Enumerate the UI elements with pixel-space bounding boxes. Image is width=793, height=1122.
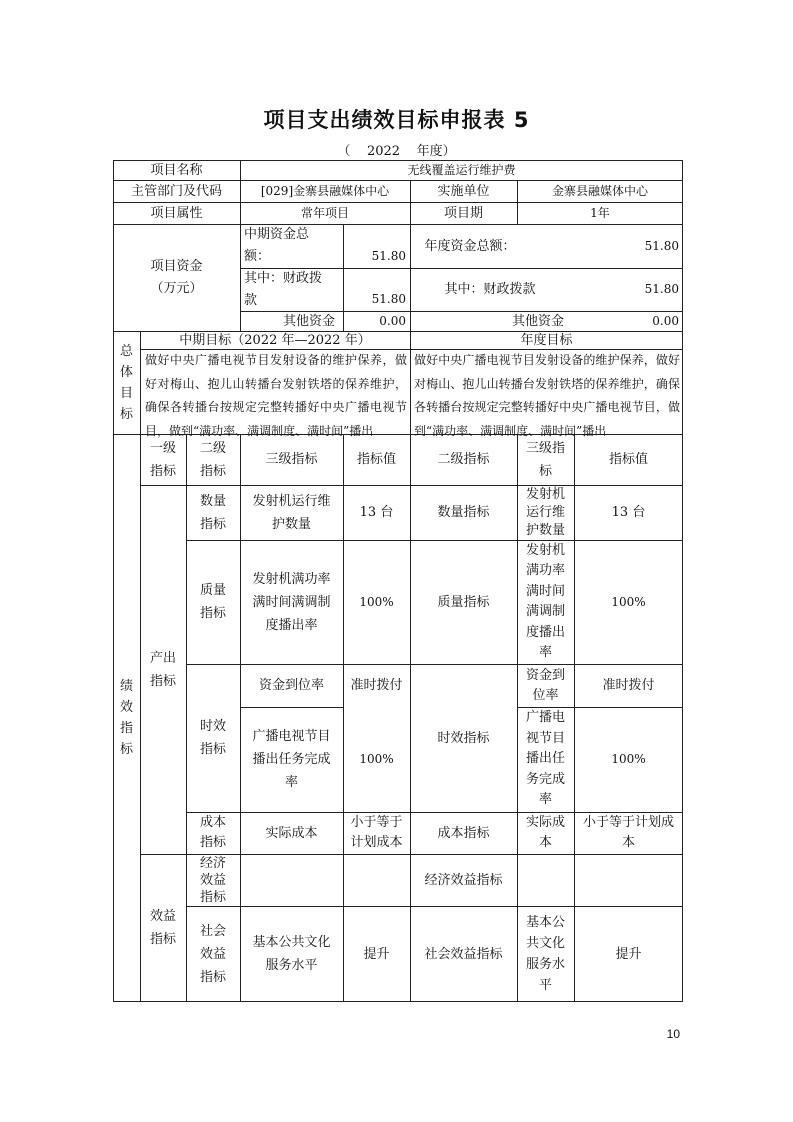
- mid-total-value: 51.80: [371, 248, 406, 263]
- cost-right-level2: 成本指标: [437, 825, 490, 841]
- indicators-label: 绩 效 指 标: [119, 679, 133, 757]
- year-total-value: 51.80: [644, 238, 679, 253]
- header-right-level2: 二级指标: [437, 452, 490, 467]
- cost-right-value: 小于等于计划成 本: [582, 815, 674, 850]
- soc-right-level3: 基本公 共文化 服务水 平: [525, 915, 565, 993]
- benefit-indicator-label: 效益 指标: [149, 909, 176, 947]
- soc-level3: 基本公共文化 服务水平: [252, 935, 331, 973]
- year-other-value: 0.00: [652, 313, 679, 328]
- mid-other-value: 0.00: [379, 313, 406, 328]
- qual-right-level2: 质量指标: [437, 594, 490, 610]
- funds-label: 项目资金 （万元）: [150, 258, 203, 296]
- time2-value: 100%: [359, 752, 394, 766]
- page-number: 10: [666, 1027, 680, 1041]
- year-fiscal-label: 其中：财政拨款: [444, 282, 536, 297]
- time2-right-level3: 广播电 视节目 播出任 务完成 率: [525, 710, 565, 808]
- mid-total-label: 中期资金总 额：: [244, 227, 310, 264]
- time1-level3: 资金到位率: [258, 678, 324, 693]
- econ-level2: 经济 效益 指标: [199, 855, 226, 905]
- header-level2: 二级 指标: [199, 440, 226, 479]
- impl-label: 实施单位: [437, 183, 490, 199]
- cost-level3: 实际成本: [265, 825, 318, 841]
- year-goal-text: 做好中央广播电视节目发射设备的维护保养，做好对梅山、抱儿山转播台发射铁塔的保养维护，确保各转播台按规定完整转播好中央广播电视节目，做到“满功率、满调制度、满时间”播出: [414, 353, 680, 438]
- cost-value: 小于等于 计划成本: [350, 815, 403, 850]
- year-fiscal-value: 51.80: [644, 282, 679, 296]
- qual-level3: 发射机满功率 满时间满调制 度播出率: [252, 571, 331, 633]
- period-value: 1年: [590, 205, 610, 220]
- project-name-value: 无线覆盖运行维护费: [407, 162, 516, 177]
- form-title: 项目支出绩效目标申报表 5: [263, 108, 530, 132]
- year-goal-header: 年度目标: [520, 332, 573, 348]
- qual-value: 100%: [359, 594, 394, 609]
- qty-right-level2: 数量指标: [437, 505, 490, 520]
- attr-label: 项目属性: [150, 205, 203, 221]
- econ-right-level2: 经济效益指标: [424, 872, 503, 888]
- cost-level2: 成本 指标: [199, 815, 226, 850]
- period-label: 项目期: [443, 205, 483, 221]
- dept-label: 主管部门及代码: [130, 183, 222, 199]
- time2-right-value: 100%: [611, 752, 646, 766]
- qty-level3: 发射机运行维 护数量: [252, 493, 331, 532]
- dept-value: [029]金寨县融媒体中心: [260, 183, 390, 198]
- year-line: （ 2022 年度）: [337, 144, 456, 159]
- mid-other-label: 其他资金: [282, 313, 335, 329]
- time1-right-level3: 资金到 位率: [525, 667, 565, 703]
- impl-value: 金寨县融媒体中心: [551, 183, 648, 198]
- qty-level2: 数量 指标: [199, 493, 226, 532]
- header-right-value: 指标值: [608, 452, 648, 467]
- header-value: 指标值: [356, 452, 396, 467]
- time1-right-value: 准时拨付: [602, 678, 655, 693]
- performance-target-table: [113, 160, 683, 1002]
- header-level3: 三级指标: [265, 452, 318, 467]
- soc-right-value: 提升: [615, 946, 642, 962]
- qual-level2: 质量 指标: [199, 583, 226, 621]
- mid-fiscal-value: 51.80: [371, 291, 406, 306]
- mid-goal-header: 中期目标（2022 年—2022 年）: [179, 332, 371, 348]
- output-indicator-label: 产出 指标: [149, 650, 176, 689]
- qual-right-value: 100%: [611, 594, 646, 609]
- mid-fiscal-label: 其中：财政拨 款: [244, 270, 323, 308]
- time2-level3: 广播电视节目 播出任务完成 率: [252, 729, 331, 790]
- header-right-level3: 三级指 标: [525, 440, 565, 479]
- qty-right-value: 13 台: [611, 505, 646, 520]
- year-total-label: 年度资金总额：: [424, 238, 516, 254]
- mid-goal-text: 做好中央广播电视节目发射设备的维护保养，做好对梅山、抱儿山转播台发射铁塔的保养维护，确保各转播台按规定完整转播好中央广播电视节目，做到“满功率、满调制度、满时间”播出: [145, 353, 407, 438]
- cost-right-level3: 实际成 本: [525, 815, 565, 850]
- time-level2: 时效 指标: [199, 719, 226, 757]
- header-level1: 一级 指标: [149, 440, 176, 479]
- year-other-label: 其他资金: [511, 313, 564, 329]
- time1-value: 准时拨付: [350, 678, 403, 693]
- qual-right-level3: 发射机 满功率 满时间 满调制 度播出 率: [525, 542, 565, 660]
- qty-right-level3: 发射机 运行维 护数量: [525, 486, 565, 538]
- qty-value: 13 台: [359, 505, 394, 520]
- soc-right-level2: 社会效益指标: [424, 946, 503, 962]
- soc-level2: 社会 效益 指标: [199, 923, 226, 985]
- time-right-level2: 时效指标: [437, 730, 490, 746]
- attr-value: 常年项目: [300, 205, 349, 220]
- project-name-label: 项目名称: [150, 162, 203, 178]
- soc-value: 提升: [363, 946, 390, 962]
- goals-label: 总 体 目 标: [119, 343, 133, 422]
